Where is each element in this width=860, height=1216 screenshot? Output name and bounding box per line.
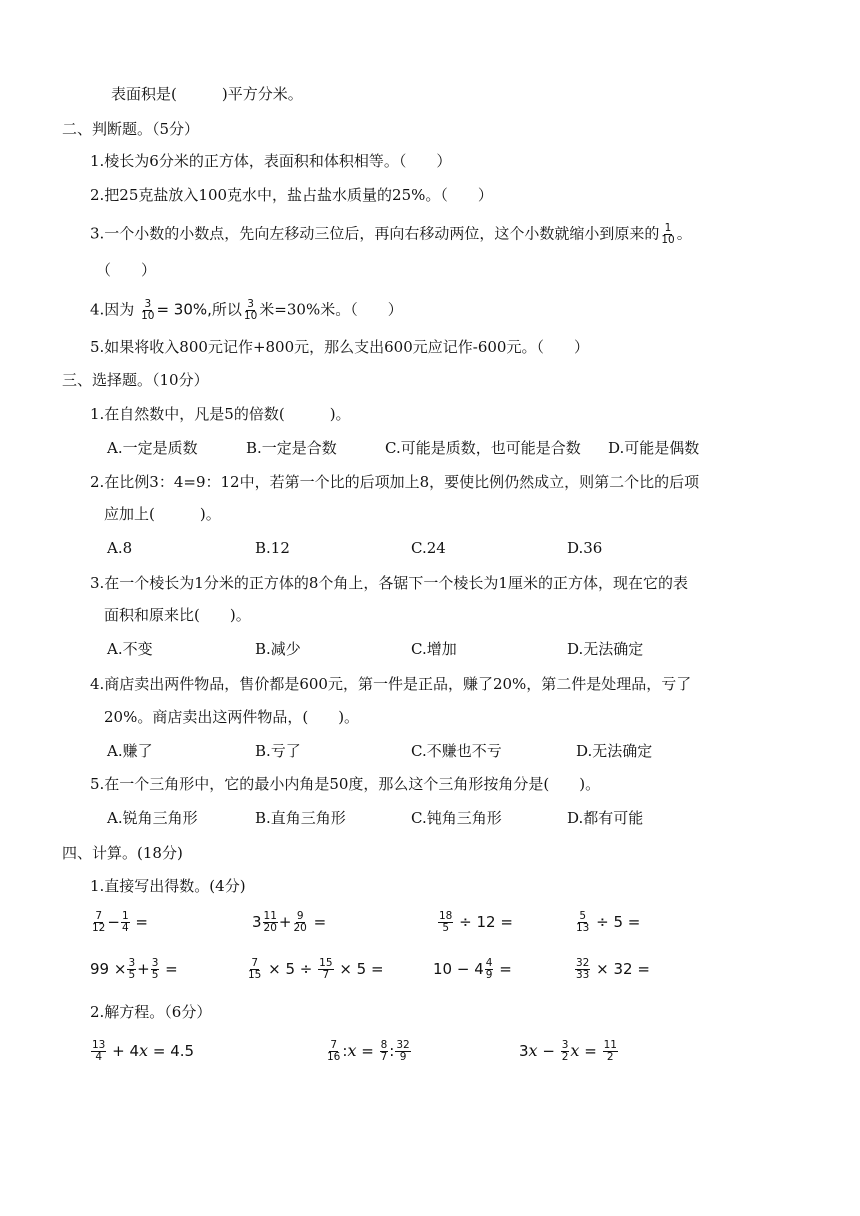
choice-q3-opt-a: A.不变 <box>107 640 153 658</box>
choice-q4-opt-c: C.不赚也不亏 <box>411 742 502 760</box>
calc-sub1-title: 1.直接写出得数。(4分) <box>90 877 246 895</box>
choice-q3-opt-b: B.减少 <box>255 640 301 658</box>
intro-line: 表面积是( )平方分米。 <box>111 85 303 103</box>
judge-item-3: 3.一个小数的小数点，先向左移动三位后，再向右移动两位，这个小数就缩小到原来的 $\frac{1}{10}$ 。 <box>90 222 692 246</box>
judge-item-3-answer: （ ） <box>96 261 157 279</box>
choice-q5-opt-a: A.锐角三角形 <box>107 809 198 827</box>
calc-item-6: $\frac{7}{15}$ × 5 ÷ $\frac{15}{7}$ × 5 = <box>248 957 384 981</box>
judge-item-2: 2.把25克盐放入100克水中，盐占盐水质量的25%。（ ） <box>90 186 493 204</box>
fraction-3-10: $\frac{3}{10}$ <box>141 298 155 322</box>
section3-title: 三、选择题。（10分） <box>62 371 209 389</box>
judge-item-4: 4.因为 $\frac{3}{10}$ = 30%,所以 $\frac{3}{10}$ 米=30%米。（ ） <box>90 298 403 322</box>
choice-q3-opt-c: C.增加 <box>411 640 457 658</box>
fraction-3-10-b: $\frac{3}{10}$ <box>243 298 258 322</box>
choice-q2-opt-c: C.24 <box>411 539 446 557</box>
choice-q2-line2: 应加上( )。 <box>104 505 221 523</box>
choice-q4-line1: 4.商店卖出两件物品，售价都是600元，第一件是正品，赚了20%，第二件是处理品，亏了 <box>90 675 692 693</box>
choice-q2-opt-b: B.12 <box>255 539 290 557</box>
choice-q4-opt-d: D.无法确定 <box>576 742 653 760</box>
calc-sub2-title: 2.解方程。（6分） <box>90 1003 212 1021</box>
choice-q4-line2: 20%。商店卖出这两件物品，( )。 <box>104 708 360 726</box>
judge-item-5: 5.如果将收入800元记作+800元，那么支出600元应记作-600元。（ ） <box>90 338 589 356</box>
equation-1: $\frac{13}{4}$ + 4x = 4.5 <box>92 1039 195 1063</box>
choice-q3-opt-d: D.无法确定 <box>567 640 644 658</box>
choice-q4-opt-a: A.赚了 <box>107 742 153 760</box>
choice-q1: 1.在自然数中，凡是5的倍数( )。 <box>90 405 351 423</box>
calc-item-3: $\frac{18}{5}$ ÷ 12 = <box>439 910 513 934</box>
choice-q2-opt-a: A.8 <box>107 539 133 557</box>
choice-q1-opt-c: C.可能是质数，也可能是合数 <box>385 439 581 457</box>
section2-title: 二、判断题。（5分） <box>62 120 200 138</box>
judge-item-3-text: 3.一个小数的小数点，先向左移动三位后，再向右移动两位，这个小数就缩小到原来的 <box>90 224 660 243</box>
fraction-1-10: $\frac{1}{10}$ <box>661 222 675 246</box>
choice-q5-opt-b: B.直角三角形 <box>255 809 346 827</box>
choice-q2-opt-d: D.36 <box>567 539 603 557</box>
calc-item-1: $\frac{7}{12}$ − $\frac{1}{4}$ = <box>92 910 148 934</box>
choice-q4-opt-b: B.亏了 <box>255 742 301 760</box>
calc-item-2: 3 $\frac{11}{20}$ + $\frac{9}{20}$ = <box>252 910 327 934</box>
choice-q5-opt-d: D.都有可能 <box>567 809 644 827</box>
equation-2: $\frac{7}{16}$ :x = $\frac{8}{7}$ : $\frac{32}{9}$ <box>327 1039 410 1063</box>
section4-title: 四、计算。(18分) <box>62 844 183 862</box>
calc-item-7: 10 − 4 $\frac{4}{9}$ = <box>433 957 512 981</box>
calc-item-4: $\frac{5}{13}$ ÷ 5 = <box>576 910 641 934</box>
calc-item-5: 99 × $\frac{3}{5}$ + $\frac{3}{5}$ = <box>90 957 178 981</box>
choice-q2-line1: 2.在比例3：4=9：12中，若第一个比的后项加上8，要使比例仍然成立，则第二个比的后项 <box>90 473 700 491</box>
choice-q1-opt-d: D.可能是偶数 <box>608 439 700 457</box>
judge-item-1: 1.棱长为6分米的正方体，表面积和体积相等。（ ） <box>90 152 452 170</box>
calc-item-8: $\frac{32}{33}$ × 32 = <box>576 957 650 981</box>
choice-q5-opt-c: C.钝角三角形 <box>411 809 502 827</box>
choice-q3-line2: 面积和原来比( )。 <box>104 606 251 624</box>
equation-3: 3x − $\frac{3}{2}$ x = $\frac{11}{2}$ <box>519 1039 617 1063</box>
choice-q5: 5.在一个三角形中，它的最小内角是50度，那么这个三角形按角分是( )。 <box>90 775 601 793</box>
choice-q1-opt-b: B.一定是合数 <box>246 439 337 457</box>
choice-q1-opt-a: A.一定是质数 <box>107 439 198 457</box>
choice-q3-line1: 3.在一个棱长为1分米的正方体的8个角上，各锯下一个棱长为1厘米的正方体，现在它的表 <box>90 574 688 592</box>
